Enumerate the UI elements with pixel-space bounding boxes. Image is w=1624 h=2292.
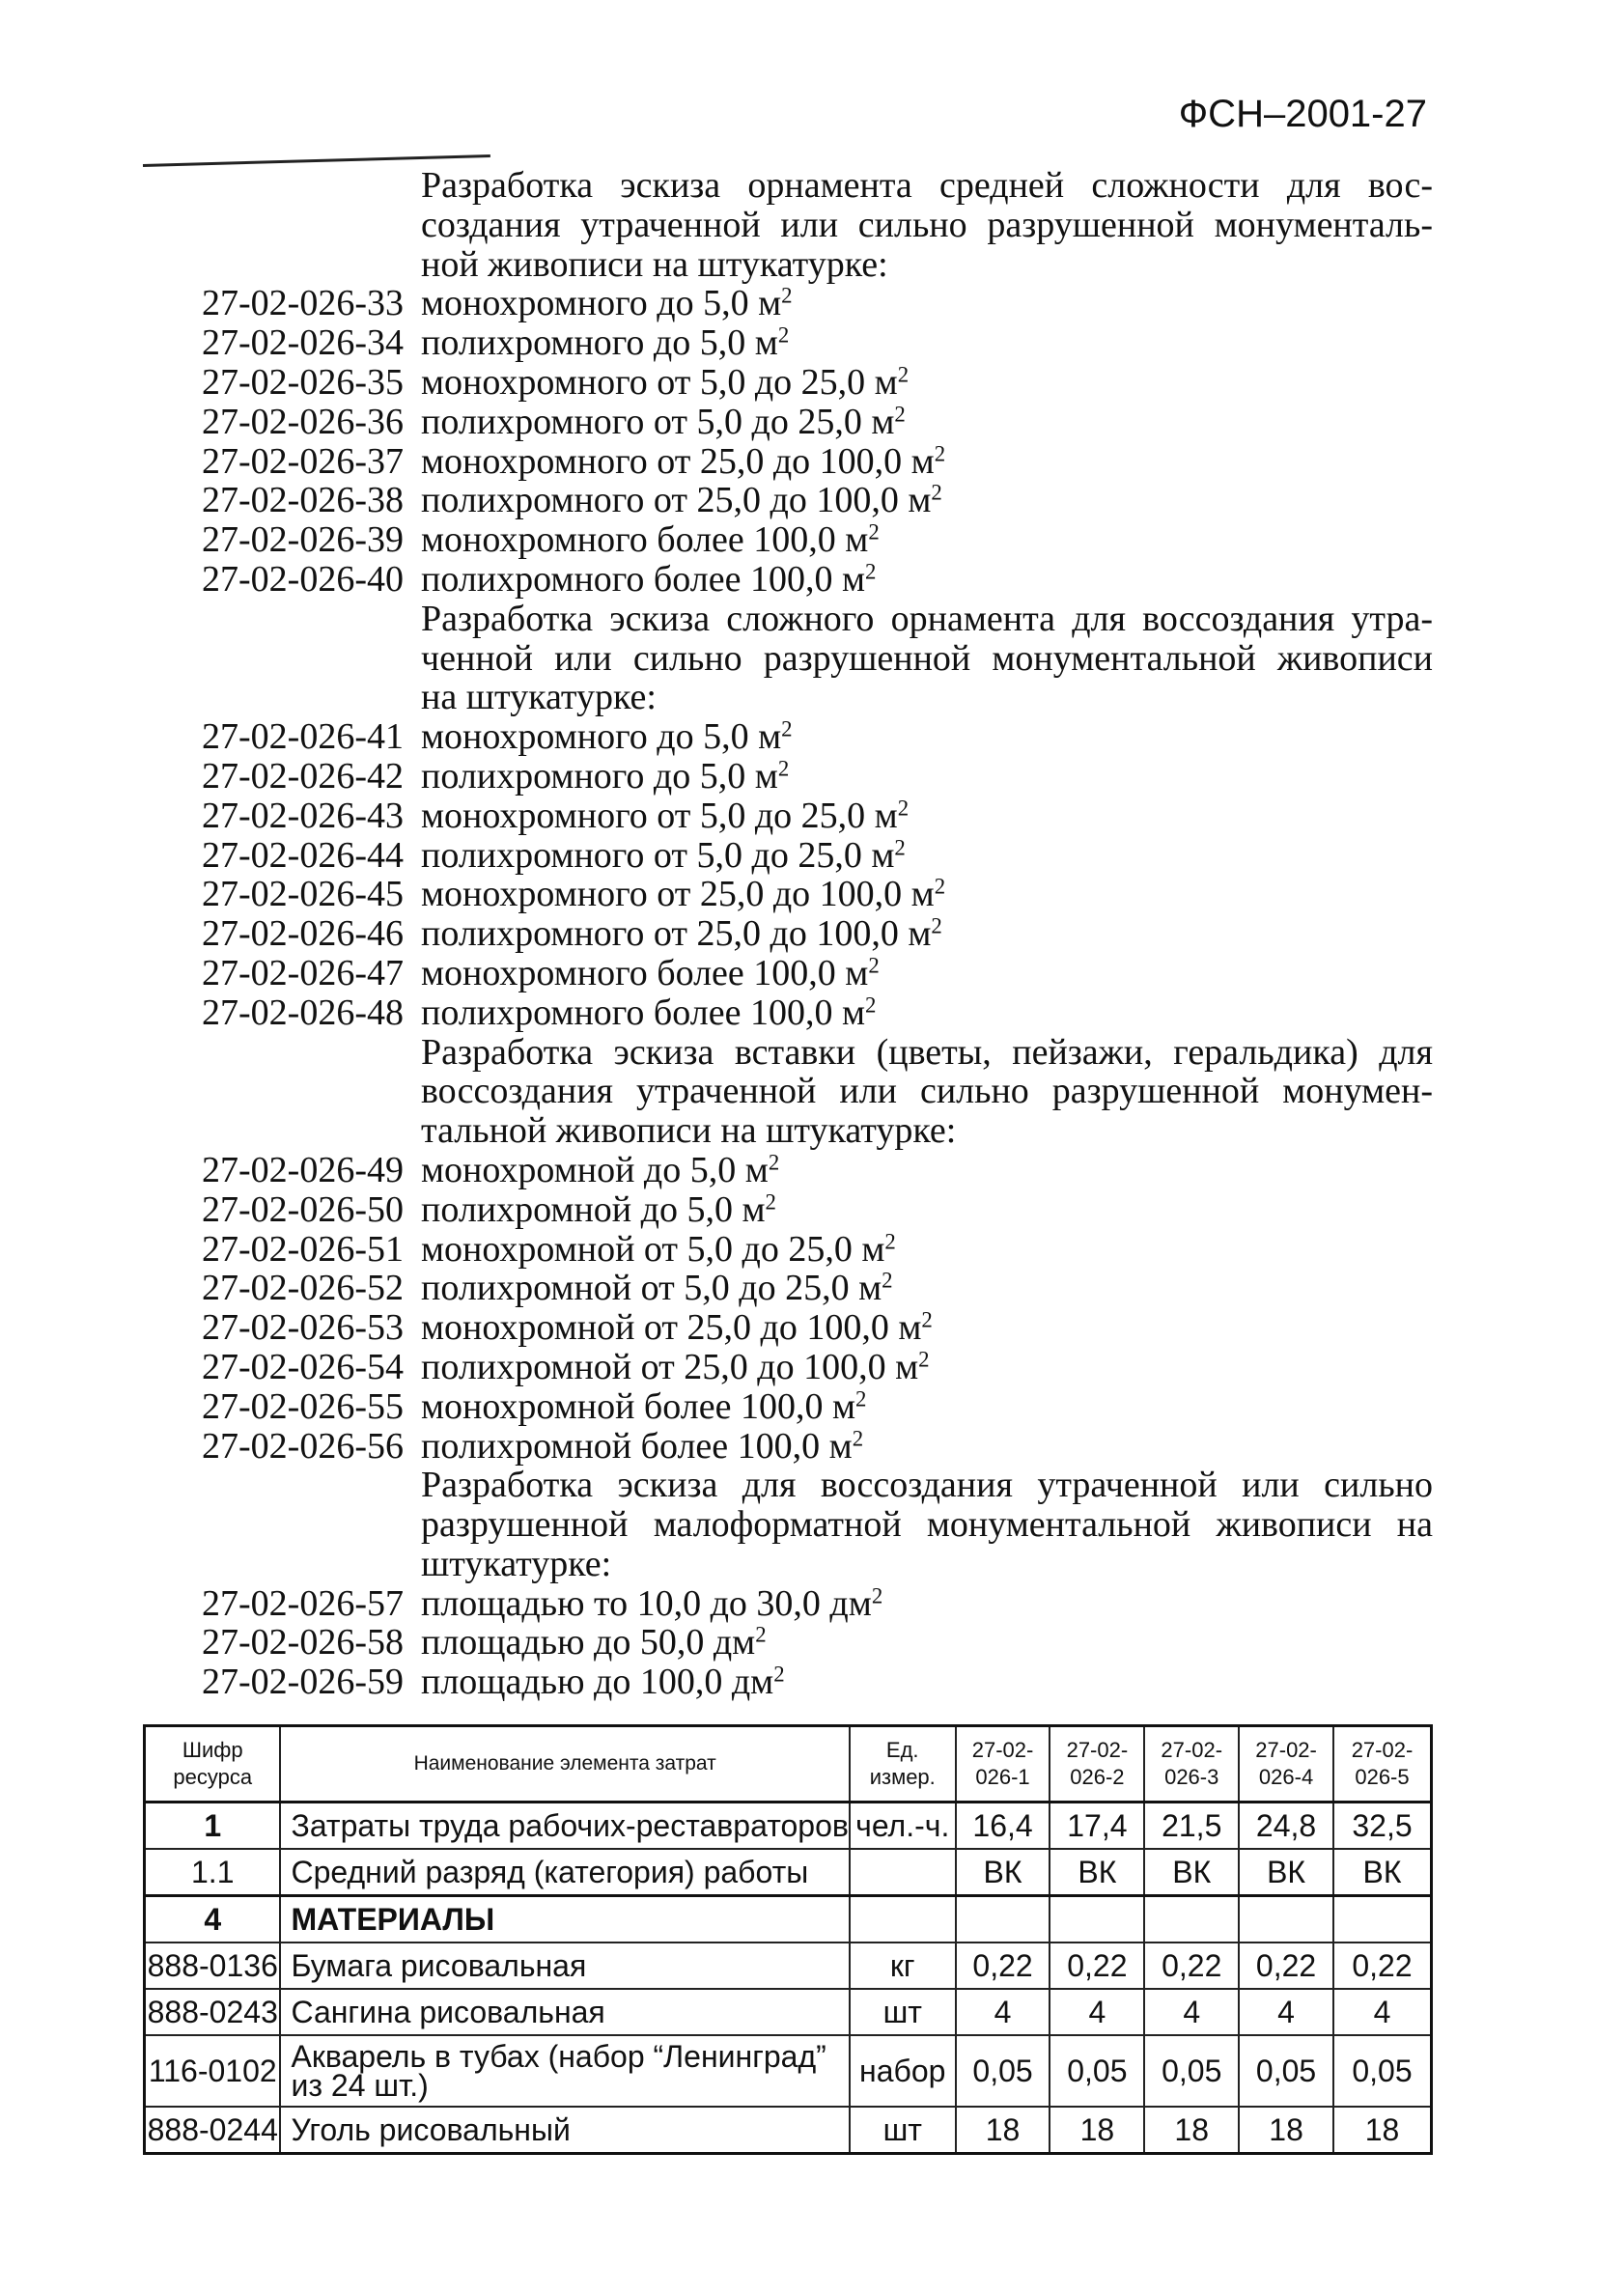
- item-code: 27-02-026-35: [202, 361, 404, 403]
- list-item: [189, 954, 1435, 993]
- header-unit: Ед. измер.: [850, 1726, 956, 1803]
- item-text: полихромной до 5,0 $м^2$: [421, 1188, 776, 1230]
- item-text: площадью до 100,0 $дм^2$: [421, 1662, 785, 1703]
- heading-line: разрушенной малоформатной монументальной живописи на: [421, 1504, 1433, 1546]
- row-unit: [850, 1896, 956, 1943]
- row-value: 18: [1144, 2107, 1239, 2154]
- row-value: 16,4: [956, 1803, 1050, 1850]
- row-value: ВК: [1144, 1849, 1239, 1896]
- row-name: Бумага рисовальная: [280, 1943, 849, 1989]
- row-value: 18: [1333, 2107, 1432, 2154]
- row-code: 888-0243: [145, 1989, 281, 2035]
- item-code: 27-02-026-41: [202, 716, 404, 758]
- table-header-row: [145, 1726, 1432, 1803]
- list-item: [189, 1584, 1435, 1624]
- row-value: 0,05: [1050, 2035, 1144, 2107]
- resource-cost-table: [143, 1724, 1433, 2155]
- list-item: [189, 717, 1435, 757]
- item-code: 27-02-026-37: [202, 440, 404, 482]
- item-text: монохромной от 5,0 до 25,0 $м^2$: [421, 1228, 896, 1270]
- row-value: ВК: [1239, 1849, 1333, 1896]
- row-unit: набор: [850, 2035, 956, 2107]
- list-item: [189, 1151, 1435, 1190]
- row-code: 888-0136: [145, 1943, 281, 1989]
- list-item: [189, 1663, 1435, 1702]
- item-code: 27-02-026-50: [202, 1188, 404, 1230]
- row-unit: [850, 1849, 956, 1896]
- list-item: [189, 520, 1435, 560]
- item-code: 27-02-026-47: [202, 952, 404, 993]
- row-unit: кг: [850, 1943, 956, 1989]
- header-col: 27-02-026-3: [1144, 1726, 1239, 1803]
- item-text: полихромной более 100,0 $м^2$: [421, 1425, 864, 1467]
- heading-line: ченной или сильно разрушенной монументальной живописи: [421, 637, 1433, 679]
- item-code: 27-02-026-40: [202, 558, 404, 600]
- heading-line: Разработка эскиза вставки (цветы, пейзажи, геральдика) для: [421, 1031, 1433, 1073]
- heading-line: Разработка эскиза сложного орнамента для воссоздания утра-: [421, 598, 1433, 639]
- row-value: 4: [956, 1989, 1050, 2035]
- row-name: Сангина рисовальная: [280, 1989, 849, 2035]
- item-text: полихромной от 5,0 до 25,0 $м^2$: [421, 1268, 893, 1309]
- item-code: 27-02-026-46: [202, 913, 404, 955]
- list-item: [189, 757, 1435, 797]
- list-item: [189, 323, 1435, 363]
- row-value: [1333, 1896, 1432, 1943]
- item-code: 27-02-026-38: [202, 480, 404, 521]
- list-item: [189, 284, 1435, 323]
- table-row: [145, 1803, 1432, 1850]
- row-name: Средний разряд (категория) работы: [280, 1849, 849, 1896]
- row-value: 0,22: [1050, 1943, 1144, 1989]
- item-text: площадью то 10,0 до 30,0 $дм^2$: [421, 1582, 883, 1624]
- table-row: [145, 2035, 1432, 2107]
- list-item: [189, 363, 1435, 403]
- row-value: ВК: [956, 1849, 1050, 1896]
- item-text: монохромной до 5,0 $м^2$: [421, 1149, 780, 1190]
- row-name: МАТЕРИАЛЫ: [280, 1896, 849, 1943]
- row-value: 21,5: [1144, 1803, 1239, 1850]
- header-col: 27-02-026-4: [1239, 1726, 1333, 1803]
- item-code: 27-02-026-51: [202, 1228, 404, 1270]
- item-text: полихромного до 5,0 $м^2$: [421, 755, 790, 797]
- row-value: 4: [1239, 1989, 1333, 2035]
- table-row: [145, 2107, 1432, 2154]
- item-code: 27-02-026-55: [202, 1385, 404, 1427]
- item-code: 27-02-026-48: [202, 992, 404, 1033]
- header-name: Наименование элемента затрат: [280, 1726, 849, 1803]
- item-text: полихромного более 100,0 $м^2$: [421, 992, 877, 1033]
- row-value: 17,4: [1050, 1803, 1144, 1850]
- row-unit: шт: [850, 1989, 956, 2035]
- item-code: 27-02-026-34: [202, 322, 404, 364]
- row-value: [1239, 1896, 1333, 1943]
- list-item: [189, 993, 1435, 1033]
- header-col: 27-02-026-5: [1333, 1726, 1432, 1803]
- item-code: 27-02-026-36: [202, 401, 404, 442]
- row-code: 4: [145, 1896, 281, 1943]
- row-value: 18: [956, 2107, 1050, 2154]
- row-value: 0,22: [956, 1943, 1050, 1989]
- list-item: [189, 1427, 1435, 1467]
- list-item: [189, 1623, 1435, 1663]
- row-value: 0,05: [1239, 2035, 1333, 2107]
- item-text: монохромного от 5,0 до 25,0 $м^2$: [421, 361, 910, 403]
- item-text: монохромной от 25,0 до 100,0 $м^2$: [421, 1307, 933, 1349]
- header-col: 27-02-026-2: [1050, 1726, 1144, 1803]
- list-item: [189, 836, 1435, 876]
- item-code: 27-02-026-59: [202, 1662, 404, 1703]
- list-item: [189, 875, 1435, 914]
- row-value: 18: [1050, 2107, 1144, 2154]
- document-code: ФСН–2001-27: [1178, 93, 1427, 135]
- list-item: [189, 1230, 1435, 1270]
- list-item: [189, 1269, 1435, 1308]
- row-code: 1: [145, 1803, 281, 1850]
- list-item: [189, 1348, 1435, 1387]
- header-col: 27-02-026-1: [956, 1726, 1050, 1803]
- row-value: 0,05: [1144, 2035, 1239, 2107]
- item-text: полихромного от 5,0 до 25,0 $м^2$: [421, 834, 906, 876]
- row-value: 0,05: [956, 2035, 1050, 2107]
- list-item: [189, 481, 1435, 520]
- item-text: полихромного от 25,0 до 100,0 $м^2$: [421, 480, 942, 521]
- item-code: 27-02-026-54: [202, 1346, 404, 1387]
- item-code: 27-02-026-57: [202, 1582, 404, 1624]
- item-text: полихромного от 5,0 до 25,0 $м^2$: [421, 401, 906, 442]
- list-item: [189, 403, 1435, 442]
- row-value: 0,22: [1144, 1943, 1239, 1989]
- group-heading: [421, 1466, 1433, 1583]
- item-code: 27-02-026-53: [202, 1307, 404, 1349]
- heading-line: Разработка эскиза для воссоздания утраченной или сильно: [421, 1465, 1433, 1506]
- item-text: монохромного от 5,0 до 25,0 $м^2$: [421, 795, 910, 836]
- row-name: Акварель в тубах (набор “Ленинград” из 24 шт.): [280, 2035, 849, 2107]
- row-code: 888-0244: [145, 2107, 281, 2154]
- list-item: [189, 914, 1435, 954]
- row-value: 32,5: [1333, 1803, 1432, 1850]
- list-item: [189, 1308, 1435, 1348]
- item-text: монохромного от 25,0 до 100,0 $м^2$: [421, 440, 946, 482]
- heading-line: воссоздания утраченной или сильно разрушенной монумен-: [421, 1071, 1433, 1112]
- heading-line: ной живописи на штукатурке:: [421, 243, 888, 285]
- row-code: 1.1: [145, 1849, 281, 1896]
- header-code: Шифр ресурса: [145, 1726, 281, 1803]
- row-value: ВК: [1333, 1849, 1432, 1896]
- row-name: Затраты труда рабочих-реставраторов: [280, 1803, 849, 1850]
- item-code: 27-02-026-44: [202, 834, 404, 876]
- row-unit: чел.-ч.: [850, 1803, 956, 1850]
- item-text: монохромного до 5,0 $м^2$: [421, 716, 793, 758]
- item-code: 27-02-026-56: [202, 1425, 404, 1467]
- row-value: 24,8: [1239, 1803, 1333, 1850]
- item-code: 27-02-026-49: [202, 1149, 404, 1190]
- row-value: 4: [1333, 1989, 1432, 2035]
- group-heading: [421, 166, 1433, 284]
- list-item: [189, 442, 1435, 482]
- row-value: 0,05: [1333, 2035, 1432, 2107]
- row-value: 18: [1239, 2107, 1333, 2154]
- item-text: монохромной более 100,0 $м^2$: [421, 1385, 867, 1427]
- heading-line: создания утраченной или сильно разрушенной монументаль-: [421, 204, 1433, 245]
- list-item: [189, 560, 1435, 600]
- resource-list: [189, 166, 1435, 1702]
- item-code: 27-02-026-39: [202, 519, 404, 561]
- row-code: 116-0102: [145, 2035, 281, 2107]
- heading-line: штукатурке:: [421, 1543, 612, 1584]
- item-text: монохромного более 100,0 $м^2$: [421, 952, 880, 993]
- item-code: 27-02-026-42: [202, 755, 404, 797]
- row-unit: шт: [850, 2107, 956, 2154]
- item-text: монохромного до 5,0 $м^2$: [421, 283, 793, 324]
- item-text: монохромного от 25,0 до 100,0 $м^2$: [421, 874, 946, 915]
- row-value: [956, 1896, 1050, 1943]
- group-heading: [421, 600, 1433, 717]
- heading-line: Разработка эскиза орнамента средней сложности для вос-: [421, 165, 1433, 206]
- table-row: [145, 1989, 1432, 2035]
- table-section-row: [145, 1896, 1432, 1943]
- item-text: полихромного до 5,0 $м^2$: [421, 322, 790, 364]
- item-code: 27-02-026-52: [202, 1268, 404, 1309]
- row-value: ВК: [1050, 1849, 1144, 1896]
- list-item: [189, 1387, 1435, 1427]
- item-code: 27-02-026-43: [202, 795, 404, 836]
- item-code: 27-02-026-58: [202, 1622, 404, 1663]
- item-code: 27-02-026-33: [202, 283, 404, 324]
- group-heading: [421, 1033, 1433, 1151]
- row-name: Уголь рисовальный: [280, 2107, 849, 2154]
- row-value: [1144, 1896, 1239, 1943]
- row-value: 4: [1144, 1989, 1239, 2035]
- row-value: [1050, 1896, 1144, 1943]
- list-item: [189, 797, 1435, 836]
- list-item: [189, 1190, 1435, 1230]
- item-code: 27-02-026-45: [202, 874, 404, 915]
- row-value: 0,22: [1333, 1943, 1432, 1989]
- table-row: [145, 1943, 1432, 1989]
- item-text: полихромного более 100,0 $м^2$: [421, 558, 877, 600]
- heading-line: тальной живописи на штукатурке:: [421, 1110, 957, 1152]
- item-text: площадью до 50,0 $дм^2$: [421, 1622, 767, 1663]
- item-text: полихромного от 25,0 до 100,0 $м^2$: [421, 913, 942, 955]
- heading-line: на штукатурке:: [421, 677, 657, 718]
- table-row: [145, 1849, 1432, 1896]
- item-text: монохромного более 100,0 $м^2$: [421, 519, 880, 561]
- row-value: 0,22: [1239, 1943, 1333, 1989]
- item-text: полихромной от 25,0 до 100,0 $м^2$: [421, 1346, 930, 1387]
- row-value: 4: [1050, 1989, 1144, 2035]
